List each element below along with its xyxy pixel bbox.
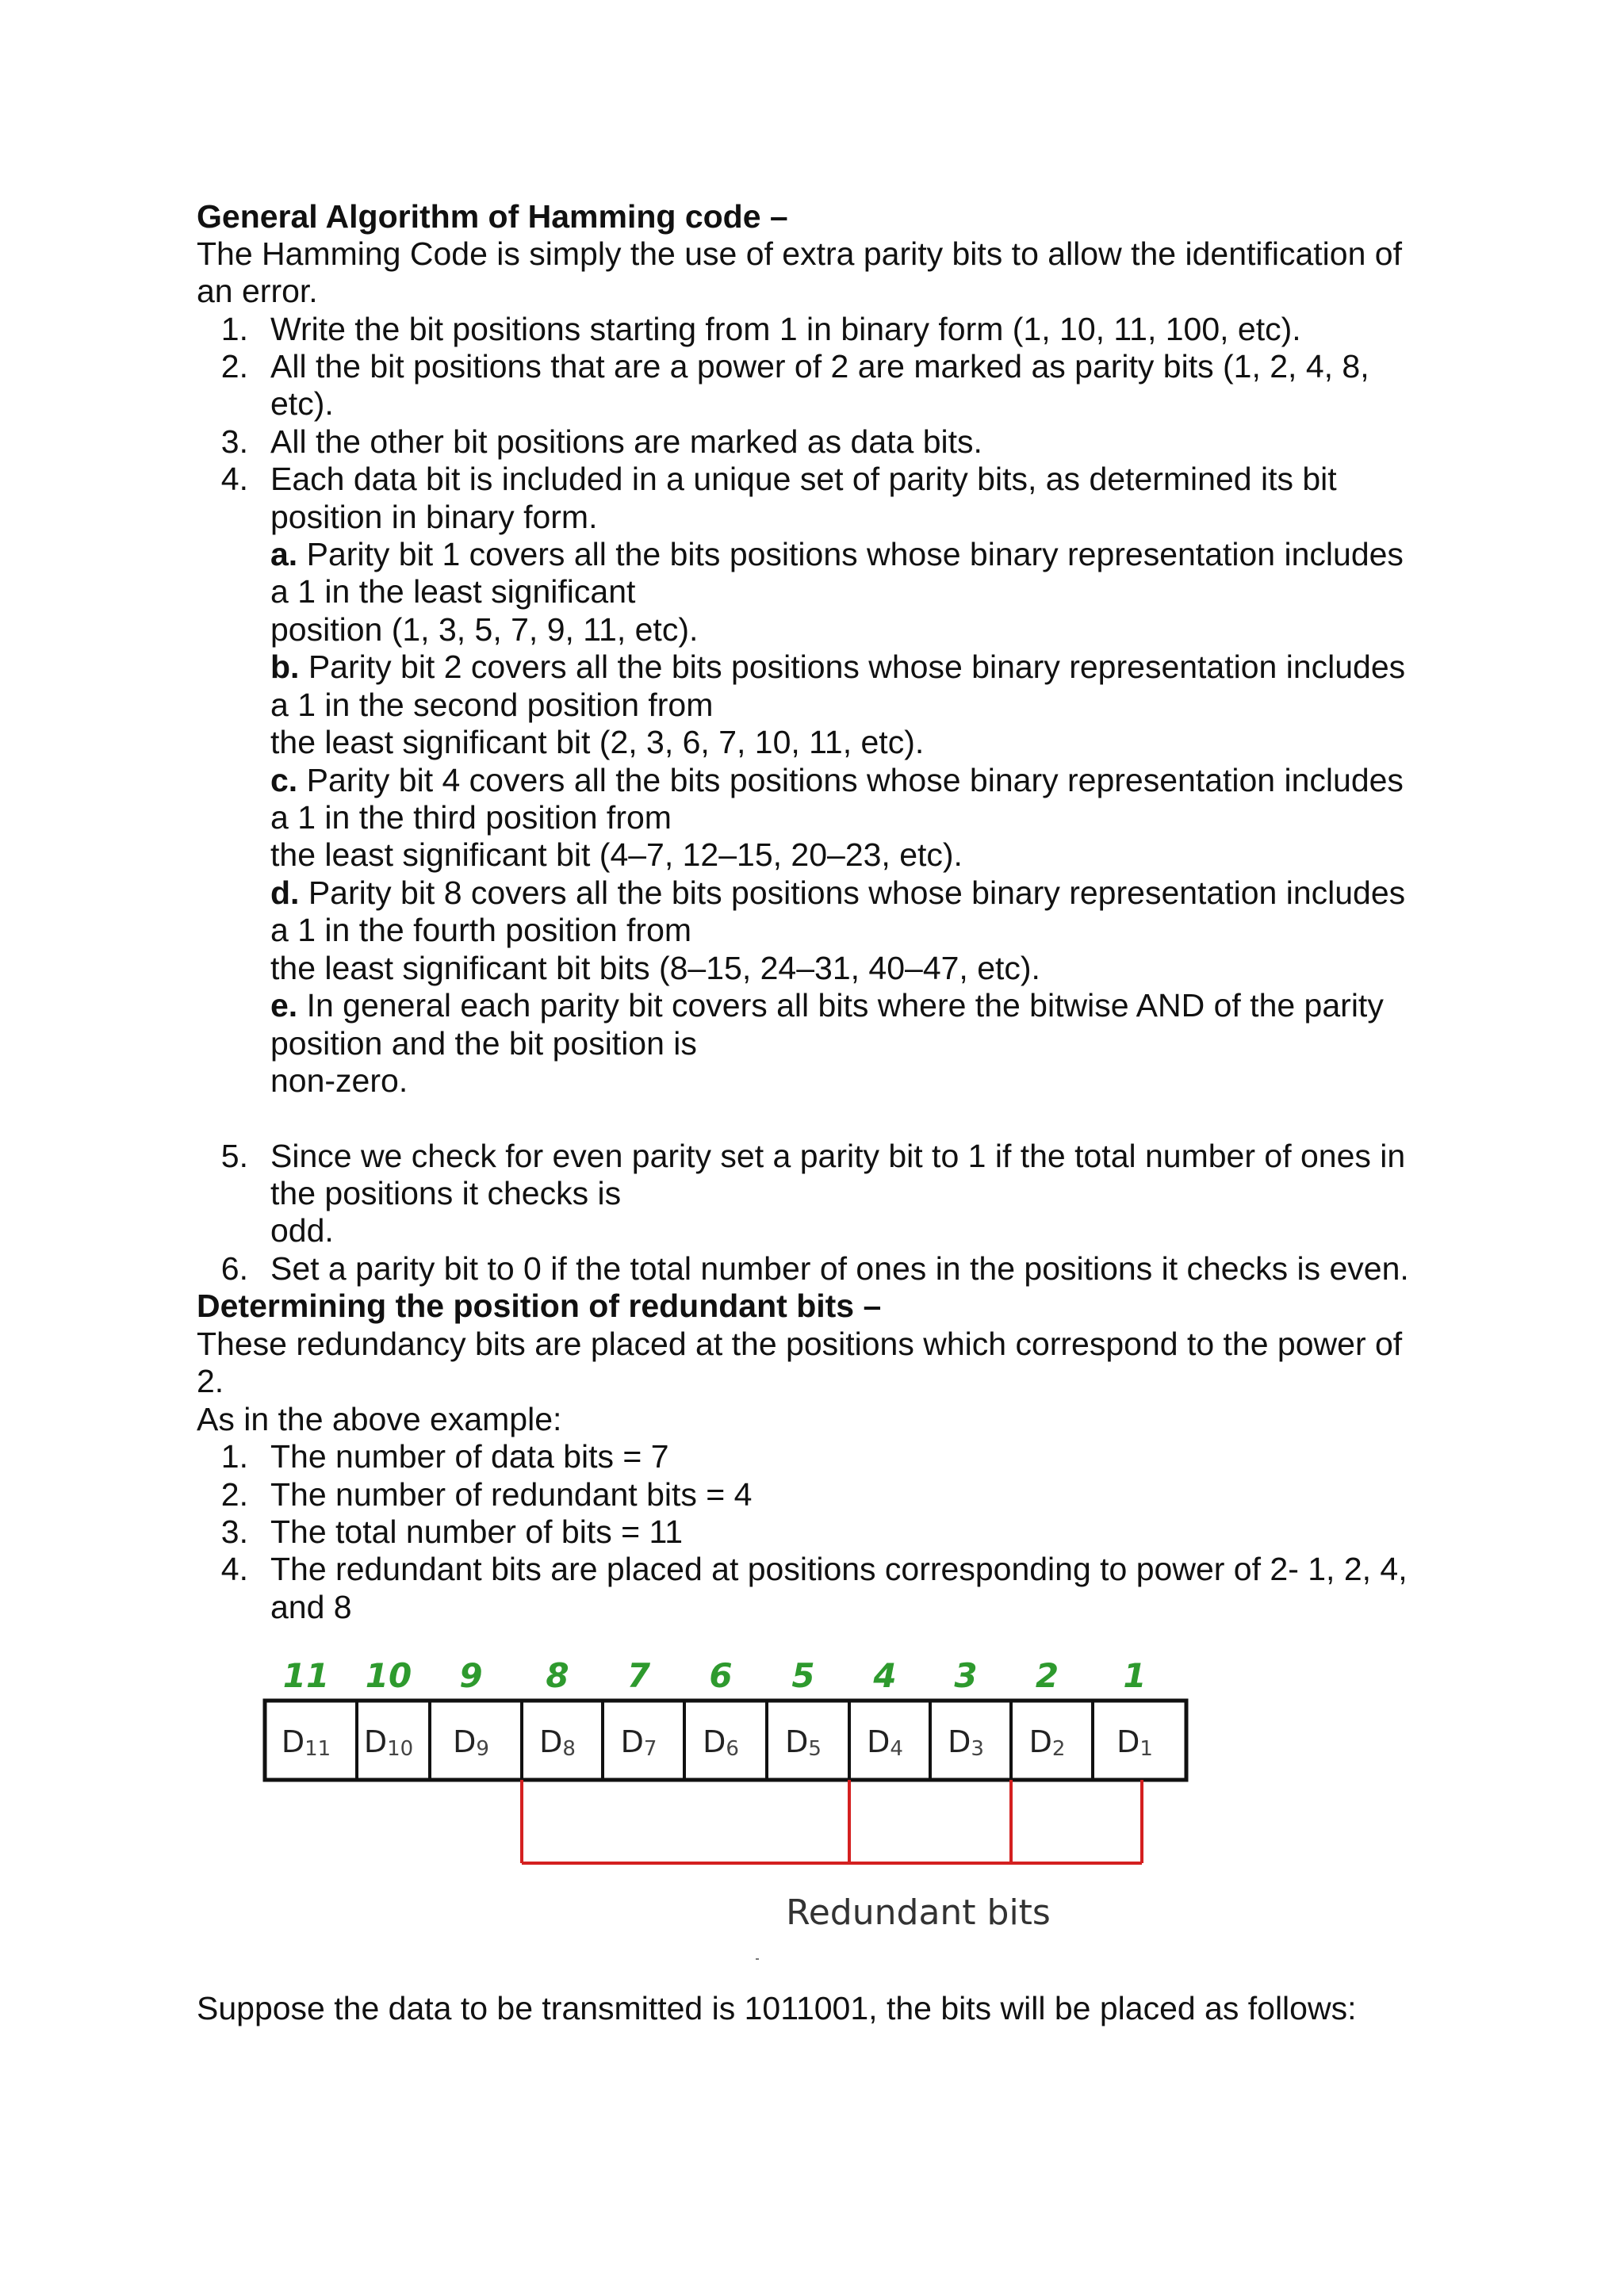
list-item-text: Since we check for even parity set a parity bit to 1 if the total number of ones in — [270, 1138, 1406, 1174]
intro-paragraph-line: an error. — [197, 273, 318, 309]
bit-cell-label: D8 — [539, 1724, 576, 1761]
bit-position-label: 9 — [459, 1656, 483, 1695]
bit-cell-label: D4 — [867, 1724, 903, 1761]
list-item-text: All the bit positions that are a power of 2 are marked as parity bits (1, 2, 4, 8, — [270, 348, 1369, 385]
substep-text: In general each parity bit covers all bits where the bitwise AND of the parity — [297, 987, 1384, 1024]
bit-position-label: 7 — [626, 1656, 651, 1695]
substep-marker: b. — [270, 649, 300, 685]
list-item-text: The total number of bits = 11 — [270, 1513, 684, 1550]
substep-text: a 1 in the least significant — [270, 573, 636, 610]
substep-text: position and the bit position is — [270, 1025, 697, 1062]
list-number: 4. — [220, 1551, 248, 1587]
redundant-bits-diagram — [262, 1645, 1197, 1938]
section-heading-redundant-bits: Determining the position of redundant bits – — [197, 1288, 882, 1324]
paragraph-line: As in the above example: — [197, 1401, 562, 1437]
closing-paragraph: Suppose the data to be transmitted is 1011001, the bits will be placed as follows: — [197, 1990, 1357, 2026]
list-number: 6. — [220, 1250, 248, 1287]
list-number: 2. — [220, 1476, 248, 1513]
substep-a — [270, 536, 1404, 574]
paragraph-line: These redundancy bits are placed at the positions which correspond to the power of — [197, 1326, 1403, 1362]
substep-c — [270, 762, 1404, 800]
list-item-text: odd. — [270, 1212, 334, 1249]
bit-position-label: 2 — [1035, 1656, 1059, 1695]
list-item-text: etc). — [270, 385, 334, 422]
bit-cell-label: D11 — [281, 1724, 331, 1761]
section-heading-general-algorithm: General Algorithm of Hamming code – — [197, 198, 788, 235]
substep-text: a 1 in the fourth position from — [270, 912, 692, 948]
substep-text: the least significant bit (4–7, 12–15, 20–23, etc). — [270, 836, 963, 873]
bit-position-label: 10 — [365, 1656, 412, 1695]
list-item-text: the positions it checks is — [270, 1175, 622, 1211]
list-number: 2. — [220, 348, 248, 385]
list-number: 1. — [220, 311, 248, 347]
substep-text: Parity bit 4 covers all the bits positions whose binary representation includes — [297, 762, 1404, 798]
bit-position-label: 5 — [791, 1656, 815, 1695]
list-item-text: The number of redundant bits = 4 — [270, 1476, 753, 1513]
substep-text: a 1 in the second position from — [270, 687, 714, 723]
list-item-text: and 8 — [270, 1589, 352, 1625]
substep-text: the least significant bit bits (8–15, 24–31, 40–47, etc). — [270, 950, 1040, 986]
list-number: 4. — [220, 461, 248, 497]
paragraph-line: 2. — [197, 1363, 224, 1399]
bit-cell-label: D2 — [1028, 1724, 1066, 1761]
list-item-text: position in binary form. — [270, 499, 598, 535]
bit-cell-label: D3 — [948, 1724, 984, 1761]
list-item-text: Set a parity bit to 0 if the total number of ones in the positions it checks is even. — [270, 1250, 1409, 1287]
bit-cell-label: D1 — [1116, 1724, 1153, 1761]
bit-cell-label: D6 — [703, 1724, 739, 1761]
substep-text: Parity bit 2 covers all the bits positions whose binary representation includes — [299, 649, 1406, 685]
substep-text: Parity bit 1 covers all the bits positions whose binary representation includes — [297, 536, 1404, 572]
bit-position-label: 4 — [873, 1656, 897, 1695]
substep-text: non-zero. — [270, 1062, 408, 1099]
list-item-text: Each data bit is included in a unique set of parity bits, as determined its bit — [270, 461, 1337, 497]
substep-text: the least significant bit (2, 3, 6, 7, 10, 11, etc). — [270, 724, 925, 760]
list-number: 3. — [220, 1513, 248, 1550]
bit-cell-label: D9 — [453, 1724, 489, 1761]
list-number: 3. — [220, 423, 248, 460]
scan-speck — [756, 1958, 759, 1960]
redundant-bits-label: Redundant bits — [786, 1892, 1051, 1933]
list-item-text: The redundant bits are placed at positions corresponding to power of 2- 1, 2, 4, — [270, 1551, 1408, 1587]
bit-cell-label: D10 — [363, 1724, 414, 1761]
bit-position-label: 6 — [709, 1656, 733, 1695]
bit-cell-label: D5 — [785, 1724, 822, 1761]
substep-d — [270, 874, 1405, 913]
bit-cell-label: D7 — [620, 1724, 657, 1761]
substep-marker: a. — [270, 536, 298, 572]
bit-position-label: 11 — [282, 1656, 330, 1695]
substep-e — [270, 987, 1384, 1025]
substep-text: a 1 in the third position from — [270, 799, 672, 836]
intro-paragraph-line: The Hamming Code is simply the use of extra parity bits to allow the identification of — [197, 235, 1402, 272]
substep-marker: e. — [270, 987, 298, 1024]
list-item-text: All the other bit positions are marked as data bits. — [270, 423, 982, 460]
list-item-text: The number of data bits = 7 — [270, 1438, 669, 1475]
list-number: 1. — [220, 1438, 248, 1475]
substep-b — [270, 649, 1405, 687]
bit-position-label: 1 — [1123, 1656, 1147, 1695]
bit-layout-figure — [262, 1645, 1197, 1938]
substep-marker: c. — [270, 762, 298, 798]
list-item-text: Write the bit positions starting from 1 in binary form (1, 10, 11, 100, etc). — [270, 311, 1301, 347]
list-number: 5. — [220, 1138, 248, 1174]
substep-text: Parity bit 8 covers all the bits positions whose binary representation includes — [299, 874, 1406, 911]
substep-text: position (1, 3, 5, 7, 9, 11, etc). — [270, 611, 699, 648]
substep-marker: d. — [270, 874, 300, 911]
bit-position-label: 3 — [954, 1656, 978, 1695]
bit-position-label: 8 — [546, 1656, 569, 1695]
